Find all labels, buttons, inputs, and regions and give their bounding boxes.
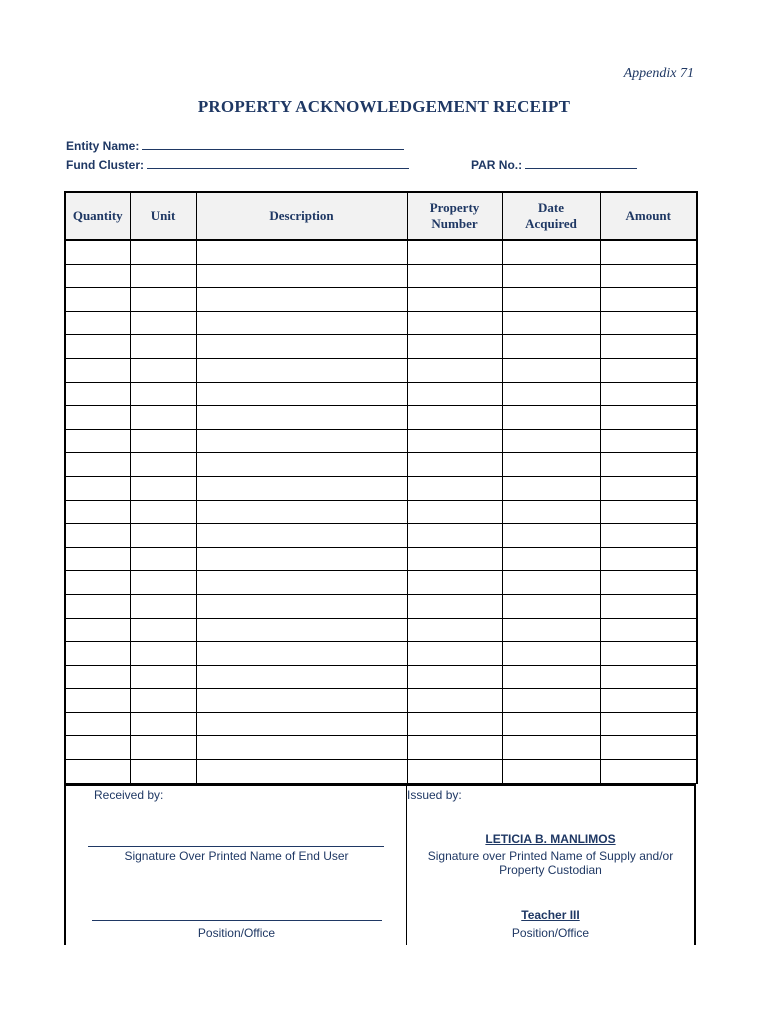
cell-quantity[interactable] bbox=[65, 642, 130, 666]
received-position-line[interactable] bbox=[92, 920, 382, 921]
cell-amount[interactable] bbox=[600, 476, 697, 500]
cell-amount[interactable] bbox=[600, 736, 697, 760]
cell-date-acquired[interactable] bbox=[502, 288, 600, 312]
cell-amount[interactable] bbox=[600, 264, 697, 288]
received-by-section bbox=[64, 784, 407, 945]
table-row bbox=[65, 335, 697, 359]
cell-property-number[interactable] bbox=[407, 429, 502, 453]
cell-quantity[interactable] bbox=[65, 358, 130, 382]
cell-quantity[interactable] bbox=[65, 594, 130, 618]
cell-unit[interactable] bbox=[130, 665, 196, 689]
cell-quantity[interactable] bbox=[65, 288, 130, 312]
par-number-label: PAR No.: bbox=[471, 158, 523, 172]
cell-property-number[interactable] bbox=[407, 406, 502, 430]
cell-amount[interactable] bbox=[600, 500, 697, 524]
col-unit: Unit bbox=[130, 192, 196, 240]
cell-date-acquired[interactable] bbox=[502, 406, 600, 430]
received-signature-caption: Signature Over Printed Name of End User bbox=[124, 849, 349, 863]
cell-description[interactable] bbox=[196, 712, 407, 736]
cell-quantity[interactable] bbox=[65, 429, 130, 453]
cell-date-acquired[interactable] bbox=[502, 453, 600, 477]
cell-description[interactable] bbox=[196, 594, 407, 618]
cell-property-number[interactable] bbox=[407, 453, 502, 477]
cell-unit[interactable] bbox=[130, 358, 196, 382]
cell-property-number[interactable] bbox=[407, 358, 502, 382]
cell-amount[interactable] bbox=[600, 406, 697, 430]
cell-date-acquired[interactable] bbox=[502, 429, 600, 453]
cell-date-acquired[interactable] bbox=[502, 689, 600, 713]
issued-signature-caption: Signature over Printed Name of Supply and/or Property Custodian bbox=[427, 849, 674, 877]
cell-description[interactable] bbox=[196, 642, 407, 666]
cell-property-number[interactable] bbox=[407, 382, 502, 406]
cell-date-acquired[interactable] bbox=[502, 476, 600, 500]
cell-amount[interactable] bbox=[600, 571, 697, 595]
table-row bbox=[65, 406, 697, 430]
cell-date-acquired[interactable] bbox=[502, 264, 600, 288]
cell-quantity[interactable] bbox=[65, 311, 130, 335]
table-row bbox=[65, 571, 697, 595]
items-table bbox=[64, 191, 698, 784]
cell-date-acquired[interactable] bbox=[502, 642, 600, 666]
cell-description[interactable] bbox=[196, 547, 407, 571]
cell-quantity[interactable] bbox=[65, 264, 130, 288]
received-position-caption: Position/Office bbox=[197, 926, 276, 940]
cell-amount[interactable] bbox=[600, 288, 697, 312]
received-signature-line[interactable] bbox=[88, 846, 384, 847]
cell-amount[interactable] bbox=[600, 524, 697, 548]
cell-description[interactable] bbox=[196, 311, 407, 335]
cell-unit[interactable] bbox=[130, 335, 196, 359]
cell-description[interactable] bbox=[196, 736, 407, 760]
cell-property-number[interactable] bbox=[407, 736, 502, 760]
cell-property-number[interactable] bbox=[407, 665, 502, 689]
cell-quantity[interactable] bbox=[65, 500, 130, 524]
table-header-row bbox=[65, 192, 697, 240]
cell-amount[interactable] bbox=[600, 547, 697, 571]
cell-date-acquired[interactable] bbox=[502, 594, 600, 618]
table-row bbox=[65, 453, 697, 477]
col-quantity: Quantity bbox=[65, 192, 130, 240]
cell-quantity[interactable] bbox=[65, 689, 130, 713]
cell-property-number[interactable] bbox=[407, 594, 502, 618]
entity-name-blank[interactable] bbox=[142, 138, 404, 150]
cell-date-acquired[interactable] bbox=[502, 240, 600, 264]
cell-quantity[interactable] bbox=[65, 618, 130, 642]
cell-quantity[interactable] bbox=[65, 760, 130, 784]
custodian-position: Teacher III bbox=[521, 908, 580, 922]
cell-unit[interactable] bbox=[130, 760, 196, 784]
cell-amount[interactable] bbox=[600, 335, 697, 359]
col-amount: Amount bbox=[600, 192, 697, 240]
table-row bbox=[65, 760, 697, 784]
table-row bbox=[65, 264, 697, 288]
entity-name-label: Entity Name: bbox=[66, 139, 140, 153]
table-row bbox=[65, 665, 697, 689]
entity-name-field[interactable] bbox=[66, 138, 404, 153]
issued-position-caption: Position/Office bbox=[511, 926, 590, 940]
cell-date-acquired[interactable] bbox=[502, 335, 600, 359]
cell-property-number[interactable] bbox=[407, 476, 502, 500]
issued-by-section bbox=[407, 784, 696, 945]
table-row bbox=[65, 240, 697, 264]
cell-description[interactable] bbox=[196, 288, 407, 312]
table-row bbox=[65, 618, 697, 642]
table-row bbox=[65, 288, 697, 312]
cell-amount[interactable] bbox=[600, 358, 697, 382]
cell-quantity[interactable] bbox=[65, 335, 130, 359]
cell-amount[interactable] bbox=[600, 665, 697, 689]
cell-unit[interactable] bbox=[130, 429, 196, 453]
cell-amount[interactable] bbox=[600, 429, 697, 453]
cell-description[interactable] bbox=[196, 358, 407, 382]
table-row bbox=[65, 524, 697, 548]
cell-amount[interactable] bbox=[600, 311, 697, 335]
cell-amount[interactable] bbox=[600, 594, 697, 618]
table-row bbox=[65, 358, 697, 382]
form-title: PROPERTY ACKNOWLEDGEMENT RECEIPT bbox=[197, 97, 571, 116]
cell-unit[interactable] bbox=[130, 736, 196, 760]
cell-unit[interactable] bbox=[130, 288, 196, 312]
table-row bbox=[65, 712, 697, 736]
table-row bbox=[65, 311, 697, 335]
cell-quantity[interactable] bbox=[65, 712, 130, 736]
cell-unit[interactable] bbox=[130, 453, 196, 477]
cell-date-acquired[interactable] bbox=[502, 382, 600, 406]
par-number-blank[interactable] bbox=[525, 157, 637, 169]
cell-date-acquired[interactable] bbox=[502, 500, 600, 524]
cell-date-acquired[interactable] bbox=[502, 712, 600, 736]
cell-unit[interactable] bbox=[130, 476, 196, 500]
cell-date-acquired[interactable] bbox=[502, 547, 600, 571]
cell-date-acquired[interactable] bbox=[502, 665, 600, 689]
fund-cluster-field[interactable] bbox=[66, 157, 409, 172]
cell-property-number[interactable] bbox=[407, 335, 502, 359]
cell-description[interactable] bbox=[196, 571, 407, 595]
cell-description[interactable] bbox=[196, 500, 407, 524]
cell-quantity[interactable] bbox=[65, 571, 130, 595]
cell-quantity[interactable] bbox=[65, 453, 130, 477]
cell-date-acquired[interactable] bbox=[502, 311, 600, 335]
cell-amount[interactable] bbox=[600, 642, 697, 666]
fund-cluster-label: Fund Cluster: bbox=[66, 158, 144, 172]
received-by-label: Received by: bbox=[94, 788, 164, 802]
cell-unit[interactable] bbox=[130, 264, 196, 288]
table-row bbox=[65, 547, 697, 571]
cell-date-acquired[interactable] bbox=[502, 358, 600, 382]
table-row bbox=[65, 642, 697, 666]
cell-quantity[interactable] bbox=[65, 736, 130, 760]
cell-property-number[interactable] bbox=[407, 618, 502, 642]
issued-by-label: Issued by: bbox=[407, 788, 462, 802]
cell-property-number[interactable] bbox=[407, 760, 502, 784]
table-row bbox=[65, 500, 697, 524]
cell-amount[interactable] bbox=[600, 240, 697, 264]
cell-unit[interactable] bbox=[130, 500, 196, 524]
col-property-number: Property Number bbox=[407, 192, 502, 240]
cell-property-number[interactable] bbox=[407, 689, 502, 713]
cell-unit[interactable] bbox=[130, 689, 196, 713]
fund-cluster-blank[interactable] bbox=[147, 157, 409, 169]
items-body bbox=[65, 240, 697, 783]
table-row bbox=[65, 476, 697, 500]
cell-unit[interactable] bbox=[130, 618, 196, 642]
table-row bbox=[65, 429, 697, 453]
cell-quantity[interactable] bbox=[65, 524, 130, 548]
table-row bbox=[65, 594, 697, 618]
cell-date-acquired[interactable] bbox=[502, 524, 600, 548]
cell-quantity[interactable] bbox=[65, 547, 130, 571]
cell-description[interactable] bbox=[196, 335, 407, 359]
cell-description[interactable] bbox=[196, 524, 407, 548]
cell-date-acquired[interactable] bbox=[502, 571, 600, 595]
cell-unit[interactable] bbox=[130, 240, 196, 264]
cell-property-number[interactable] bbox=[407, 240, 502, 264]
cell-amount[interactable] bbox=[600, 760, 697, 784]
cell-quantity[interactable] bbox=[65, 240, 130, 264]
cell-quantity[interactable] bbox=[65, 406, 130, 430]
cell-unit[interactable] bbox=[130, 311, 196, 335]
cell-description[interactable] bbox=[196, 689, 407, 713]
cell-unit[interactable] bbox=[130, 594, 196, 618]
cell-description[interactable] bbox=[196, 476, 407, 500]
cell-description[interactable] bbox=[196, 240, 407, 264]
cell-unit[interactable] bbox=[130, 406, 196, 430]
cell-description[interactable] bbox=[196, 618, 407, 642]
cell-date-acquired[interactable] bbox=[502, 618, 600, 642]
cell-quantity[interactable] bbox=[65, 382, 130, 406]
appendix-label: Appendix 71 bbox=[623, 66, 694, 81]
cell-unit[interactable] bbox=[130, 382, 196, 406]
cell-quantity[interactable] bbox=[65, 476, 130, 500]
cell-description[interactable] bbox=[196, 406, 407, 430]
cell-unit[interactable] bbox=[130, 642, 196, 666]
cell-property-number[interactable] bbox=[407, 500, 502, 524]
cell-amount[interactable] bbox=[600, 453, 697, 477]
cell-property-number[interactable] bbox=[407, 524, 502, 548]
cell-quantity[interactable] bbox=[65, 665, 130, 689]
cell-date-acquired[interactable] bbox=[502, 760, 600, 784]
cell-description[interactable] bbox=[196, 760, 407, 784]
cell-property-number[interactable] bbox=[407, 288, 502, 312]
cell-property-number[interactable] bbox=[407, 642, 502, 666]
cell-unit[interactable] bbox=[130, 547, 196, 571]
cell-amount[interactable] bbox=[600, 382, 697, 406]
cell-description[interactable] bbox=[196, 665, 407, 689]
cell-unit[interactable] bbox=[130, 571, 196, 595]
cell-description[interactable] bbox=[196, 429, 407, 453]
cell-property-number[interactable] bbox=[407, 264, 502, 288]
cell-property-number[interactable] bbox=[407, 311, 502, 335]
cell-property-number[interactable] bbox=[407, 712, 502, 736]
cell-property-number[interactable] bbox=[407, 571, 502, 595]
par-number-field[interactable] bbox=[471, 157, 637, 172]
custodian-name: LETICIA B. MANLIMOS bbox=[485, 832, 616, 846]
table-row bbox=[65, 382, 697, 406]
cell-date-acquired[interactable] bbox=[502, 736, 600, 760]
cell-unit[interactable] bbox=[130, 524, 196, 548]
table-row bbox=[65, 736, 697, 760]
cell-description[interactable] bbox=[196, 382, 407, 406]
col-date-acquired: Date Acquired bbox=[502, 192, 600, 240]
table-row bbox=[65, 689, 697, 713]
cell-amount[interactable] bbox=[600, 712, 697, 736]
cell-unit[interactable] bbox=[130, 712, 196, 736]
cell-amount[interactable] bbox=[600, 618, 697, 642]
cell-property-number[interactable] bbox=[407, 547, 502, 571]
cell-description[interactable] bbox=[196, 453, 407, 477]
col-description: Description bbox=[196, 192, 407, 240]
cell-description[interactable] bbox=[196, 264, 407, 288]
cell-amount[interactable] bbox=[600, 689, 697, 713]
